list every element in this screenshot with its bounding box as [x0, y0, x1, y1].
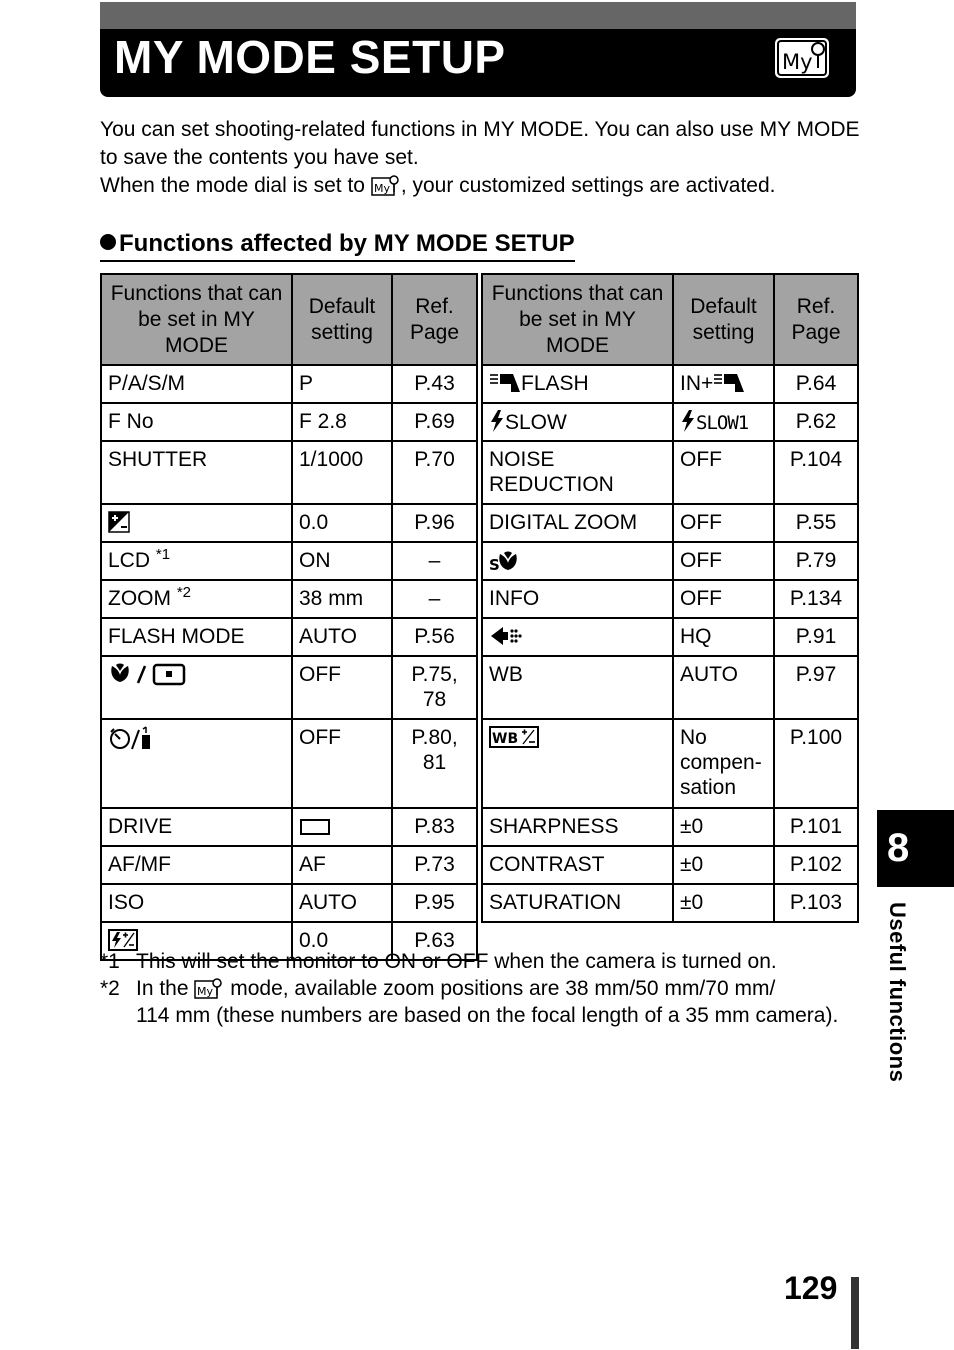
default-cell: ±0 [673, 846, 774, 884]
table-row [101, 719, 477, 808]
function-cell: F No [101, 403, 292, 441]
my-mode-icon [194, 977, 224, 999]
flash-icon [713, 372, 745, 394]
page-number: 129 [784, 1270, 838, 1306]
ref-cell: P.134 [774, 580, 858, 618]
exposure-compensation-icon [108, 511, 130, 533]
table-row [482, 365, 858, 403]
record-mode-icon [489, 625, 523, 647]
default-cell: No compen-sation [673, 719, 774, 808]
svg-text:My: My [782, 50, 813, 74]
footnote-ref: *2 [176, 584, 192, 601]
function-cell: FLASH MODE [101, 618, 292, 656]
default-cell: 38 mm [292, 580, 392, 618]
function-cell: NOISE REDUCTION [482, 441, 673, 504]
default-cell: ON [292, 542, 392, 580]
function-cell: INFO [482, 580, 673, 618]
header-default: Default setting [673, 274, 774, 365]
default-cell: OFF [673, 441, 774, 504]
page-title-bar [100, 2, 856, 97]
default-cell: ±0 [673, 808, 774, 846]
table-row [482, 542, 858, 580]
single-frame-icon [299, 817, 331, 837]
footnote-2 [100, 975, 870, 1029]
table-row [482, 846, 858, 884]
default-cell [292, 808, 392, 846]
table-row [482, 504, 858, 542]
ref-cell: P.83 [392, 808, 477, 846]
function-cell [482, 403, 673, 441]
function-cell: SHARPNESS [482, 808, 673, 846]
ref-cell: – [392, 580, 477, 618]
intro-line-2-start: When the mode dial is set to [100, 174, 371, 197]
default-cell: P [292, 365, 392, 403]
default-cell: OFF [292, 719, 392, 808]
ref-cell: P.96 [392, 504, 477, 542]
svg-text:WB: WB [492, 731, 519, 747]
footnote-ref: *1 [155, 546, 171, 563]
function-label: SLOW [505, 411, 567, 434]
macro-spot-icon [108, 662, 188, 686]
header-function: Functions that can be set in MY MODE [101, 274, 292, 365]
function-cell: CONTRAST [482, 846, 673, 884]
function-cell: SATURATION [482, 884, 673, 922]
section-heading [100, 230, 575, 262]
function-label: LCD [108, 549, 151, 572]
svg-text:My: My [197, 985, 214, 998]
ref-cell: P.69 [392, 403, 477, 441]
function-cell [482, 365, 673, 403]
default-cell: AUTO [292, 884, 392, 922]
ref-cell: P.62 [774, 403, 858, 441]
default-cell: OFF [673, 580, 774, 618]
ref-cell: P.104 [774, 441, 858, 504]
function-cell: ISO [101, 884, 292, 922]
ref-cell: P.55 [774, 504, 858, 542]
footnote-mark: *1 [100, 950, 120, 973]
header-ref: Ref. Page [392, 274, 477, 365]
my-mode-icon [774, 36, 830, 80]
default-label: SLOW1 [696, 412, 749, 434]
ref-cell: P.70 [392, 441, 477, 504]
default-cell: OFF [292, 656, 392, 719]
functions-table-left [100, 273, 478, 961]
default-cell: OFF [673, 504, 774, 542]
ref-cell: P.103 [774, 884, 858, 922]
default-cell: AUTO [673, 656, 774, 719]
ref-cell: P.75, 78 [392, 656, 477, 719]
default-cell: AF [292, 846, 392, 884]
function-cell [482, 618, 673, 656]
table-row [482, 719, 858, 808]
default-cell: OFF [673, 542, 774, 580]
function-cell: AF/MF [101, 846, 292, 884]
function-cell [101, 542, 292, 580]
function-cell: DIGITAL ZOOM [482, 504, 673, 542]
function-label: FLASH [521, 372, 589, 395]
page-title: MY MODE SETUP [114, 31, 506, 83]
page-number-bar [851, 1277, 859, 1349]
chapter-label: Useful functions [885, 902, 910, 1083]
function-cell: P/A/S/M [101, 365, 292, 403]
table-row [482, 656, 858, 719]
ref-cell: P.101 [774, 808, 858, 846]
default-cell: 1/1000 [292, 441, 392, 504]
function-cell [101, 504, 292, 542]
ref-cell: P.100 [774, 719, 858, 808]
header-ref: Ref. Page [774, 274, 858, 365]
table-row [482, 580, 858, 618]
footnote-text [136, 975, 838, 1029]
bullet-icon [100, 234, 116, 250]
default-cell: 0.0 [292, 504, 392, 542]
function-cell [101, 719, 292, 808]
ref-cell: P.79 [774, 542, 858, 580]
function-cell [101, 656, 292, 719]
chapter-tab [877, 810, 954, 887]
slow-sync-icon [680, 409, 696, 433]
ref-cell: – [392, 542, 477, 580]
ref-cell: P.95 [392, 884, 477, 922]
table-row [101, 365, 477, 403]
footnote-text-line-2: 114 mm (these numbers are based on the focal length of a 35 mm camera). [136, 1004, 839, 1027]
default-label: IN+ [680, 372, 714, 395]
footnote-text: This will set the monitor to ON or OFF when the camera is turned on. [136, 950, 777, 973]
ref-cell: P.102 [774, 846, 858, 884]
footnote-text-start: In the [136, 977, 195, 1000]
chapter-number: 8 [887, 826, 910, 870]
header-function: Functions that can be set in MY MODE [482, 274, 673, 365]
table-row [482, 618, 858, 656]
intro-text [100, 116, 860, 200]
footnote-text-end: mode, available zoom positions are 38 mm/50 mm/70 mm/ [224, 977, 776, 1000]
function-label: ZOOM [108, 587, 171, 610]
table-row [101, 884, 477, 922]
ref-cell: P.56 [392, 618, 477, 656]
function-cell: DRIVE [101, 808, 292, 846]
table-row [101, 542, 477, 580]
table-row [101, 656, 477, 719]
table-row [482, 884, 858, 922]
self-timer-remote-icon [108, 725, 154, 751]
default-cell: 0.0 [292, 922, 392, 960]
table-row [101, 580, 477, 618]
function-cell [482, 542, 673, 580]
functions-table-right [481, 273, 859, 923]
table-row [482, 808, 858, 846]
function-cell [101, 580, 292, 618]
table-row [101, 441, 477, 504]
intro-line-1: You can set shooting-related functions in MY MODE. You can also use MY MODE to save the contents you have set. [100, 118, 860, 169]
header-default: Default setting [292, 274, 392, 365]
ref-cell: P.73 [392, 846, 477, 884]
my-mode-icon [371, 174, 401, 196]
ref-cell: P.64 [774, 365, 858, 403]
intro-line-2 [100, 172, 860, 200]
ref-cell: P.80, 81 [392, 719, 477, 808]
table-header-row [482, 274, 858, 365]
super-macro-icon [489, 548, 519, 572]
wb-compensation-icon [489, 726, 539, 748]
default-cell [673, 365, 774, 403]
footnote-1 [100, 948, 870, 975]
ref-cell: P.63 [392, 922, 477, 960]
table-row [101, 618, 477, 656]
svg-text:S: S [489, 556, 500, 572]
svg-text:My: My [373, 182, 390, 195]
intro-line-2-end: , your customized settings are activated. [400, 174, 776, 197]
table-row [101, 846, 477, 884]
footnotes [100, 948, 870, 1029]
function-cell [482, 719, 673, 808]
function-cell: WB [482, 656, 673, 719]
default-cell: F 2.8 [292, 403, 392, 441]
table-row [101, 403, 477, 441]
ref-cell: P.97 [774, 656, 858, 719]
function-cell: SHUTTER [101, 441, 292, 504]
default-cell: HQ [673, 618, 774, 656]
title-stripe [100, 2, 856, 29]
default-cell [673, 403, 774, 441]
table-header-row [101, 274, 477, 365]
footnote-mark: *2 [100, 977, 120, 1000]
section-heading-text: Functions affected by MY MODE SETUP [119, 230, 575, 257]
ref-cell: P.43 [392, 365, 477, 403]
default-cell: ±0 [673, 884, 774, 922]
table-row [482, 403, 858, 441]
table-row [101, 808, 477, 846]
ref-cell: P.91 [774, 618, 858, 656]
default-cell: AUTO [292, 618, 392, 656]
table-row [101, 504, 477, 542]
table-row [482, 441, 858, 504]
slow-sync-icon [489, 409, 505, 433]
flash-icon [489, 372, 521, 394]
